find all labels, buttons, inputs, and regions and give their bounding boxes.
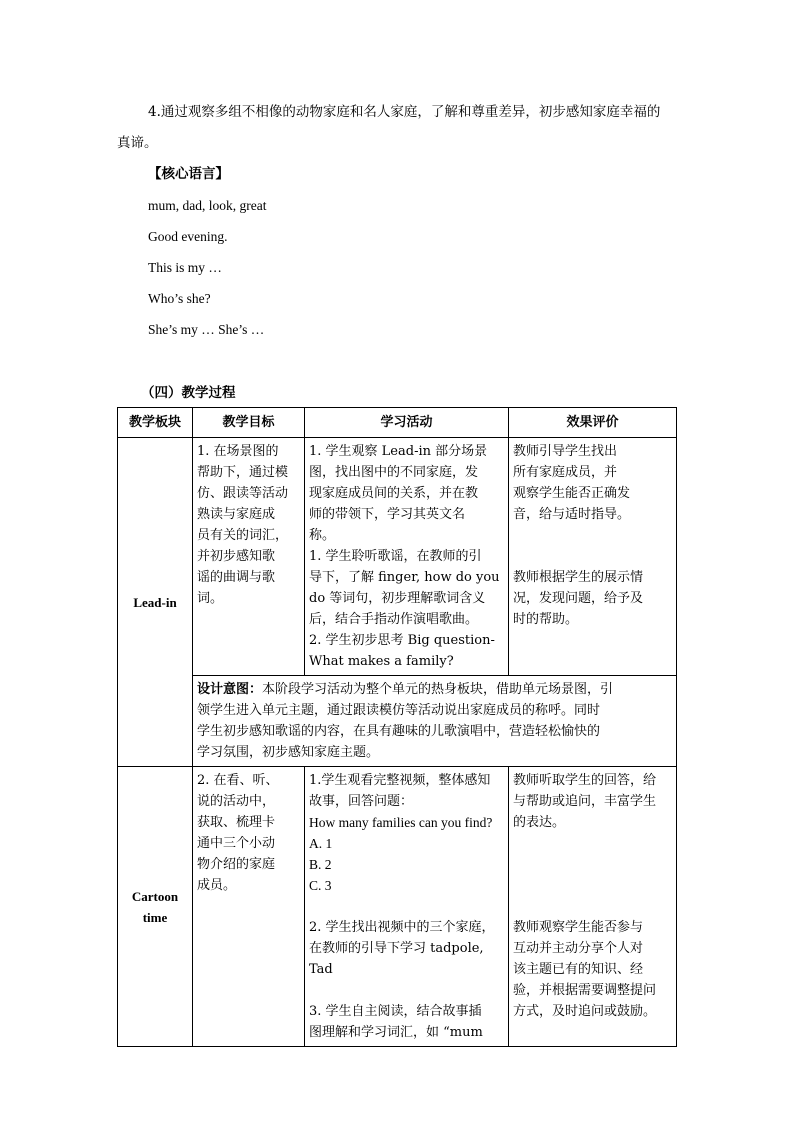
cartoon-question: How many families can you find? [309,815,493,830]
cartoon-activity-line: 3. 学生自主阅读，结合故事插 [309,1004,482,1019]
cartoon-goal-line: 物介绍的家庭 [197,857,276,872]
core-item: Who’s she? [148,291,211,306]
leadin-eval-line: 音，给与适时指导。 [513,507,631,522]
cartoon-goal-line: 获取、梳理卡 [197,815,276,830]
cartoon-eval-line: 教师观察学生能否参与 [513,920,644,935]
leadin-activity-line: 图，找出图中的不同家庭，发 [309,465,479,480]
leadin-activity-line: What makes a family? [309,654,454,669]
goal-4-line-1: 4.通过观察多组不相像的动物家庭和名人家庭，了解和尊重差异，初步感知家庭幸福的 [148,104,661,120]
cartoon-goal-line: 2. 在看、听、 [197,773,279,788]
cartoon-eval-line: 互动并主动分享个人对 [513,941,644,956]
leadin-activity-line: 1. 学生观察 Lead-in 部分场景 [309,444,488,459]
leadin-activity-line: 导下，了解 finger, how do you [309,570,500,585]
leadin-goal-line: 熟读与家庭成 [197,507,276,522]
table-row [118,676,677,767]
leadin-activity-line: do 等词句，初步理解歌词含义 [309,591,486,606]
cartoon-activity-line: 在教师的引导下学习 tadpole, [309,941,484,956]
header-activity: 学习活动 [305,408,509,438]
leadin-goal-line: 词。 [197,591,224,606]
core-item: Good evening. [148,229,228,244]
table-row [118,438,677,676]
cartoon-eval-line: 教师听取学生的回答，给 [513,773,657,788]
design-intent-cell [193,676,677,767]
cartoon-option: A. 1 [309,836,333,851]
cartoon-option: C. 3 [309,878,332,893]
leadin-activity-line: 后，结合手指动作演唱歌曲。 [309,612,479,627]
design-intent-line [197,679,672,700]
leadin-eval-line: 所有家庭成员，并 [513,465,618,480]
core-item: She’s my … She’s … [148,322,265,337]
design-intent-line: 学生初步感知歌谣的内容，在具有趣味的儿歌演唱中，营造轻松愉快的 [197,724,601,739]
header-evaluation: 效果评价 [509,408,677,438]
leadin-goal-line: 仿、跟读等活动 [197,486,289,501]
leadin-activity-line: 师的带领下，学习其英文名 [309,507,466,522]
section-leadin [118,438,193,767]
section-label: Lead-in [133,594,177,610]
leadin-eval-line: 教师引导学生找出 [513,444,618,459]
leadin-goal-line: 并初步感知歌 [197,549,276,564]
goal-4-line-2: 真谛。 [117,135,158,151]
leadin-activity-line: 现家庭成员间的关系，并在教 [309,486,479,501]
cartoon-activity-line: Tad [309,962,333,977]
core-item: mum, dad, look, great [148,198,267,213]
section-label: time [142,909,168,925]
design-intent-line: 学习氛围，初步感知家庭主题。 [197,745,380,760]
leadin-evaluation-cell [509,438,677,676]
cartoon-activity-line: 2. 学生找出视频中的三个家庭， [309,920,495,935]
leadin-eval-line: 况，发现问题，给予及 [513,591,644,606]
leadin-activity-line: 1. 学生聆听歌谣，在教师的引 [309,549,482,564]
leadin-goal-line: 谣的曲调与歌 [197,570,276,585]
leadin-goal-line: 帮助下，通过模 [197,465,289,480]
design-intent-line: 领学生进入单元主题，通过跟读模仿等活动说出家庭成员的称呼。同时 [197,703,601,718]
design-intent-text: 本阶段学习活动为整个单元的热身板块，借助单元场景图，引 [262,682,614,697]
core-item: This is my … [148,260,222,275]
cartoon-activity-line: 故事，回答问题： [309,794,414,809]
leadin-goal-line: 1. 在场景图的 [197,444,279,459]
table-row [118,767,677,1047]
leadin-goal-line: 员有关的词汇， [197,528,289,543]
cartoon-goal-line: 成员。 [197,878,237,893]
teaching-process-table [117,407,677,1047]
table-header-row [118,408,677,438]
leadin-goal-cell [193,438,305,676]
leadin-activity-line: 2. 学生初步思考 Big question- [309,633,495,648]
leadin-eval-line: 时的帮助。 [513,612,579,627]
leadin-activity-cell [305,438,509,676]
process-heading: （四）教学过程 [141,385,236,401]
cartoon-eval-line: 该主题已有的知识、经 [513,962,644,977]
cartoon-goal-line: 说的活动中， [197,794,276,809]
cartoon-goal-line: 通中三个小动 [197,836,276,851]
cartoon-eval-line: 验，并根据需要调整提问 [513,983,657,998]
header-section: 教学板块 [118,408,193,438]
section-cartoon-time [118,767,193,1047]
header-goal: 教学目标 [193,408,305,438]
design-intent-label: 设计意图： [197,682,263,697]
cartoon-eval-line: 方式，及时追问或鼓励。 [513,1004,657,1019]
cartoon-eval-line: 与帮助或追问，丰富学生 [513,794,657,809]
leadin-activity-line: 称。 [309,528,336,543]
cartoon-goal-cell [193,767,305,1047]
leadin-eval-line: 观察学生能否正确发 [513,486,631,501]
cartoon-activity-line: 1.学生观看完整视频，整体感知 [309,773,491,788]
cartoon-activity-cell [305,767,509,1047]
cartoon-evaluation-cell [509,767,677,1047]
cartoon-eval-line: 的表达。 [513,815,566,830]
section-label: Cartoon [131,888,179,904]
leadin-eval-line: 教师根据学生的展示情 [513,570,644,585]
core-language-heading: 【核心语言】 [148,166,229,182]
cartoon-activity-line: 图理解和学习词汇，如 “mum [309,1025,483,1040]
cartoon-option: B. 2 [309,857,332,872]
